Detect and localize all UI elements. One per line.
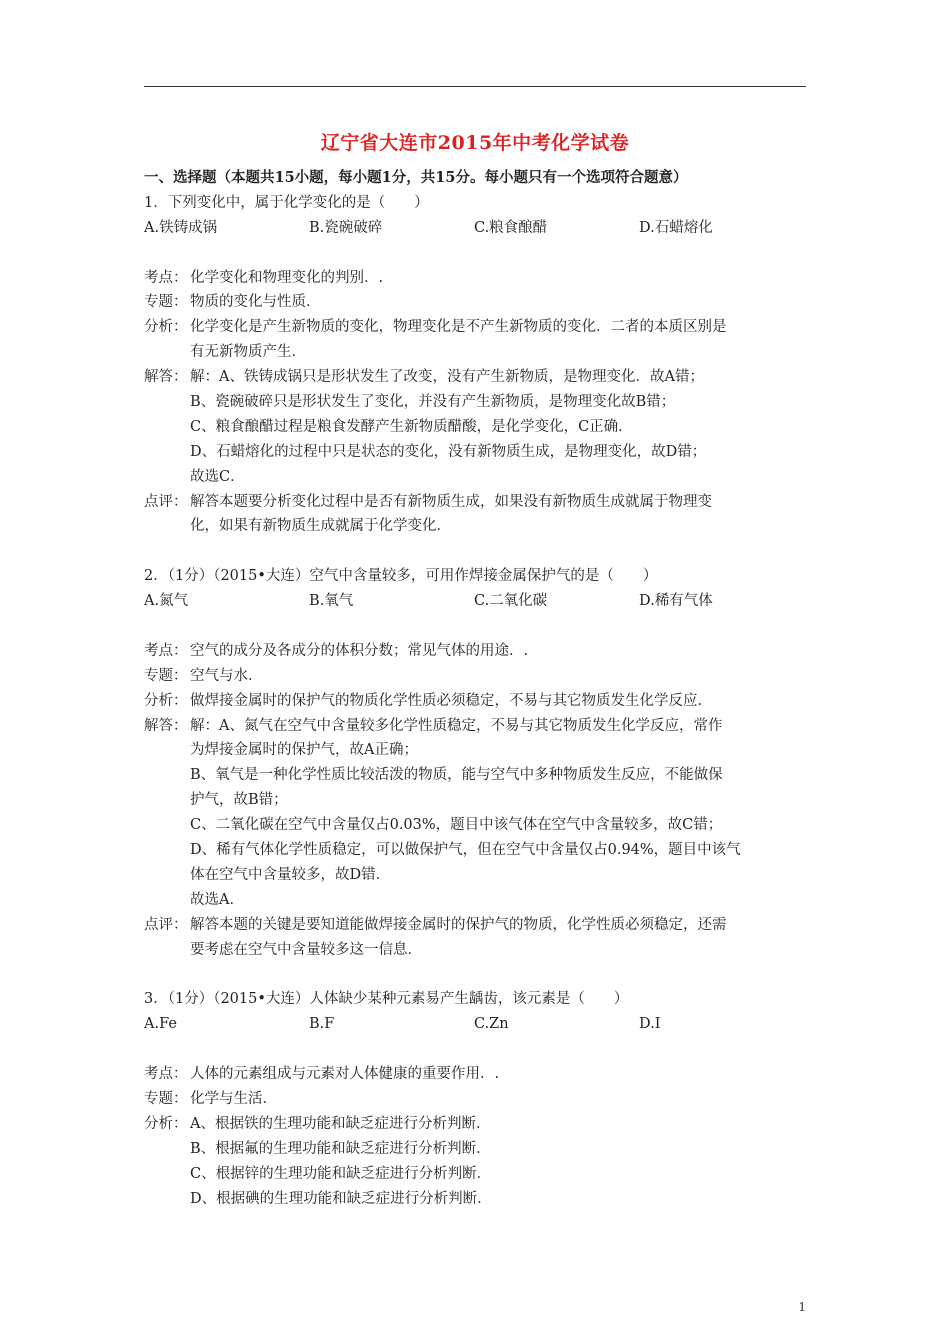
fenxi-cont: B、根据氟的生理功能和缺乏症进行分析判断． (190, 1140, 491, 1157)
option-a: A.铁铸成锅 (144, 219, 218, 236)
question-1-stem: 1．下列变化中，属于化学变化的是（ ） (144, 194, 429, 211)
option-a: A.氮气 (144, 593, 189, 610)
jieda-cont: 体在空气中含量较多，故D错． (190, 866, 391, 883)
jieda-cont: C、二氧化碳在空气中含量仅占0.03%，题目中该气体在空气中含量较多，故C错； (190, 817, 723, 834)
jieda-cont: B、瓷碗破碎只是形状发生了变化，并没有产生新物质，是物理变化故B错； (190, 394, 676, 411)
option-d: D.I (639, 1016, 661, 1033)
page-number: 1 (798, 1300, 806, 1314)
jieda-cont: 为焊接金属时的保护气，故A正确； (190, 742, 418, 759)
question-2-stem: 2．（1分）（2015•大连）空气中含量较多，可用作焊接金属保护气的是（ ） (144, 568, 658, 585)
jieda-cont: D、石蜡熔化的过程中只是状态的变化，没有新物质生成，是物理变化，故D错； (190, 443, 707, 460)
option-a: A.Fe (144, 1016, 177, 1033)
document-body (144, 166, 808, 1211)
question-1-options (144, 216, 808, 241)
option-b: B.F (309, 1016, 335, 1033)
fenxi-cont: 有无新物质产生． (190, 344, 306, 361)
option-d: D.石蜡熔化 (639, 219, 713, 236)
dianping: 点评： 解答本题要分析变化过程中是否有新物质生成，如果没有新物质生成就属于物理变 (144, 493, 712, 510)
jieda: 解答： 解：A、铁铸成锅只是形状发生了改变，没有产生新物质，是物理变化．故A错； (144, 369, 704, 386)
zhuanti: 专题： 空气与水． (144, 667, 263, 684)
jieda: 解答： 解：A、氮气在空气中含量较多化学性质稳定，不易与其它物质发生化学反应，常作 (144, 717, 723, 734)
page-title: 辽宁省大连市2015年中考化学试卷 (320, 132, 630, 154)
jieda-cont: 故选A． (190, 891, 244, 908)
option-b: B.瓷碗破碎 (309, 219, 383, 236)
fenxi: 分析： A、根据铁的生理功能和缺乏症进行分析判断． (144, 1115, 491, 1132)
option-c: C.二氧化碳 (474, 593, 548, 610)
option-c: C.粮食酿醋 (474, 219, 548, 236)
option-b: B.氧气 (309, 593, 354, 610)
jieda-cont: 故选C． (190, 468, 245, 485)
fenxi: 分析： 化学变化是产生新物质的变化，物理变化是不产生新物质的变化．二者的本质区别是 (144, 319, 727, 336)
fenxi-cont: D、根据碘的生理功能和缺乏症进行分析判断． (190, 1190, 492, 1207)
zhuanti: 专题： 化学与生活． (144, 1090, 277, 1107)
question-3-options (144, 1012, 808, 1037)
option-c: C.Zn (474, 1016, 509, 1033)
jieda-cont: B、氧气是一种化学性质比较活泼的物质，能与空气中多种物质发生反应，不能做保 (190, 767, 723, 784)
jieda-cont: 护气，故B错； (190, 792, 288, 809)
jieda-cont: C、粮食酿醋过程是粮食发酵产生新物质醋酸，是化学变化，C正确． (190, 418, 633, 435)
jieda-cont: D、稀有气体化学性质稳定，可以做保护气，但在空气中含量仅占0.94%，题目中该气 (190, 842, 741, 859)
kaodian: 考点： 人体的元素组成与元素对人体健康的重要作用．. (144, 1066, 500, 1083)
kaodian: 考点： 化学变化和物理变化的判别．. (144, 269, 384, 286)
kaodian: 考点： 空气的成分及各成分的体积分数；常见气体的用途．. (144, 642, 529, 659)
section-heading: 一、选择题（本题共15小题，每小题1分，共15分。每小题只有一个选项符合题意） (144, 169, 688, 186)
dianping-cont: 化，如果有新物质生成就属于化学变化． (190, 518, 451, 535)
dianping: 点评： 解答本题的关键是要知道能做焊接金属时的保护气的物质，化学性质必须稳定，还需 (144, 916, 727, 933)
dianping-cont: 要考虑在空气中含量较多这一信息． (190, 941, 422, 958)
question-3-stem: 3．（1分）（2015•大连）人体缺少某种元素易产生龋齿，该元素是（ ） (144, 991, 629, 1008)
zhuanti: 专题： 物质的变化与性质． (144, 294, 321, 311)
option-d: D.稀有气体 (639, 593, 713, 610)
header-rule (144, 86, 806, 87)
fenxi: 分析： 做焊接金属时的保护气的物质化学性质必须稳定，不易与其它物质发生化学反应． (144, 692, 712, 709)
question-2-options (144, 589, 808, 614)
fenxi-cont: C、根据锌的生理功能和缺乏症进行分析判断． (190, 1165, 492, 1182)
